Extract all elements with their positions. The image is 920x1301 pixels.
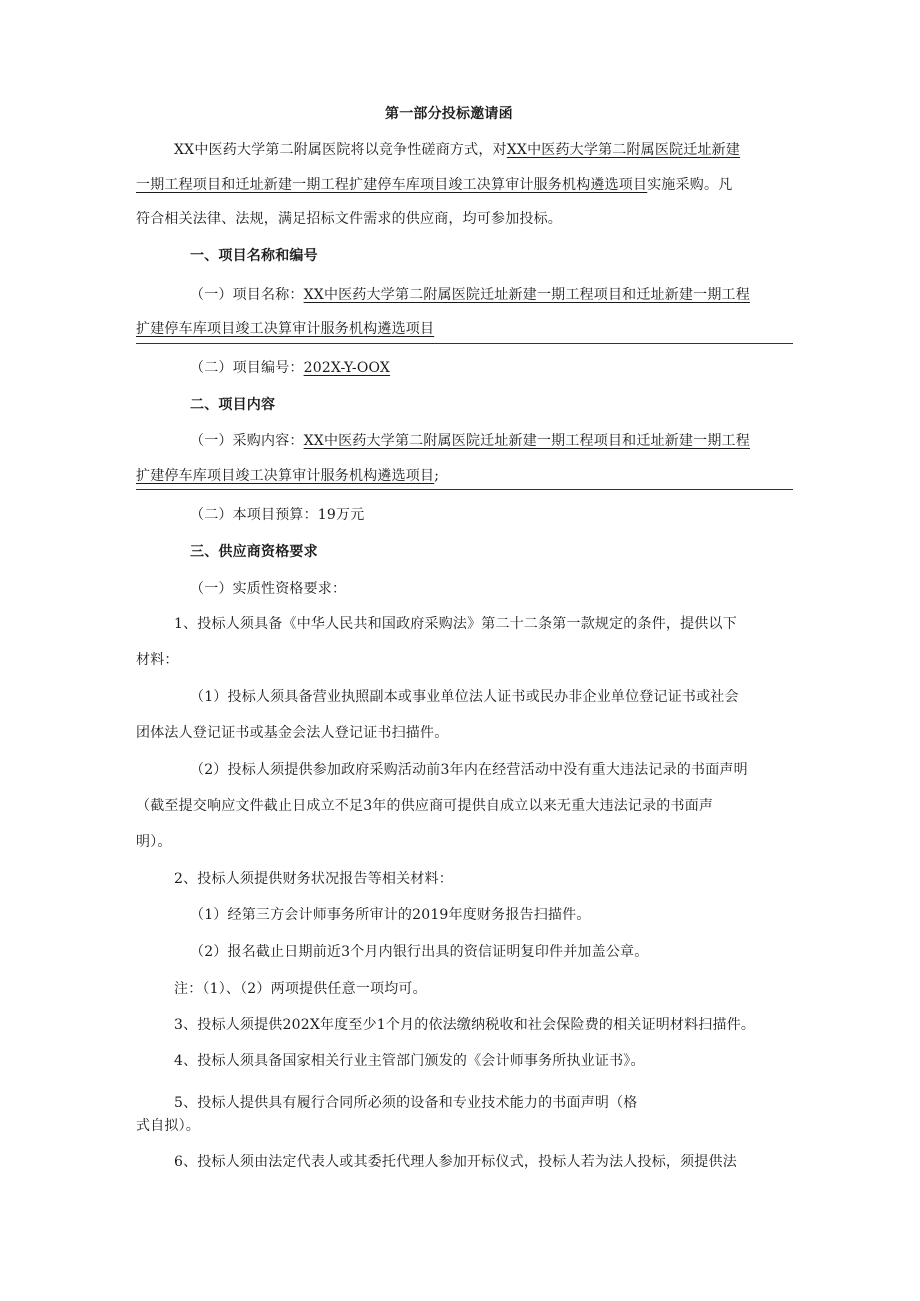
- intro-project-link-1: XX中医药大学第二附属医院迁址新建: [506, 142, 741, 158]
- req-2-1-line: （1）经第三方会计师事务所审计的2019年度财务报告扫描件。: [190, 907, 591, 923]
- project-name-line-1: [190, 285, 750, 305]
- page-title: 第一部分投标邀请函: [385, 106, 513, 122]
- requirements-subheading: （一）实质性资格要求：: [190, 581, 347, 597]
- project-code-line: [190, 358, 390, 378]
- req-1-1-line-2: 团体法人登记证书或基金会法人登记证书扫描件。: [136, 725, 449, 741]
- intro-line-2: [136, 175, 732, 195]
- divider-2: [136, 489, 793, 490]
- req-2-2-line: （2）报名截止日期前近3个月内银行出具的资信证明复印件并加盖公章。: [190, 944, 649, 960]
- req-1-1-line-1: （1）投标人须具备营业执照副本或事业单位法人证书或民办非企业单位登记证书或社会: [190, 689, 739, 705]
- section-3-heading: 三、供应商资格要求: [190, 544, 318, 560]
- req-5-line-1: 5、投标人提供具有履行合同所必须的设备和专业技术能力的书面声明（格: [174, 1095, 638, 1111]
- req-5-line-2: 式自拟）。: [136, 1118, 200, 1134]
- intro-line-3: 符合相关法律、法规，满足招标文件需求的供应商，均可参加投标。: [136, 211, 562, 227]
- req-6-line: 6、投标人须由法定代表人或其委托代理人参加开标仪式，投标人若为法人投标，须提供法: [174, 1154, 737, 1170]
- intro-text-2b: 实施采购。凡: [647, 177, 733, 193]
- intro-line-1: [174, 140, 740, 160]
- req-1-line-2: 材料：: [136, 652, 179, 668]
- project-code-label: （二）项目编号：: [190, 360, 304, 376]
- project-name-value-1: XX中医药大学第二附属医院迁址新建一期工程项目和迁址新建一期工程: [303, 287, 750, 303]
- content-value-1: XX中医药大学第二附属医院迁址新建一期工程项目和迁址新建一期工程: [303, 433, 750, 449]
- req-1-2-line-1: （2）投标人须提供参加政府采购活动前3年内在经营活动中没有重大违法记录的书面声明: [190, 762, 748, 778]
- req-1-2-line-2: （截至提交响应文件截止日成立不足3年的供应商可提供自成立以来无重大违法记录的书面声: [136, 798, 714, 814]
- divider-1: [136, 343, 793, 344]
- project-name-line-2: [136, 319, 434, 339]
- intro-project-link-2: 一期工程项目和迁址新建一期工程扩建停车库项目竣工决算审计服务机构遴选项目: [136, 177, 648, 193]
- section-1-heading: 一、项目名称和编号: [190, 248, 318, 264]
- req-2-line: 2、投标人须提供财务状况报告等相关材料：: [174, 871, 453, 887]
- project-name-value-2: 扩建停车库项目竣工决算审计服务机构遴选项目: [136, 321, 435, 337]
- content-line-1: [190, 431, 750, 451]
- project-name-label: （一）项目名称：: [190, 287, 304, 303]
- budget-line: （二）本项目预算：19万元: [190, 507, 365, 523]
- intro-text-1a: XX中医药大学第二附属医院将以竞争性磋商方式，对: [174, 142, 507, 158]
- req-1-line-1: 1、投标人须具备《中华人民共和国政府采购法》第二十二条第一款规定的条件，提供以下: [174, 616, 737, 632]
- project-code-value: 202X-Y-OOX: [303, 360, 391, 376]
- req-3-line: 3、投标人须提供202X年度至少1个月的依法缴纳税收和社会保险费的相关证明材料扫描件。: [174, 1017, 756, 1033]
- content-end: ;: [434, 468, 440, 484]
- content-label: （一）采购内容：: [190, 433, 304, 449]
- content-value-2: 扩建停车库项目竣工决算审计服务机构遴选项目: [136, 468, 435, 484]
- req-4-line: 4、投标人须具备国家相关行业主管部门颁发的《会计师事务所执业证书》。: [174, 1053, 645, 1069]
- req-1-2-line-3: 明）。: [136, 834, 172, 850]
- note-line: 注：（1）、（2）两项提供任意一项均可。: [174, 981, 427, 997]
- content-line-2: [136, 466, 439, 486]
- section-2-heading: 二、项目内容: [190, 397, 276, 413]
